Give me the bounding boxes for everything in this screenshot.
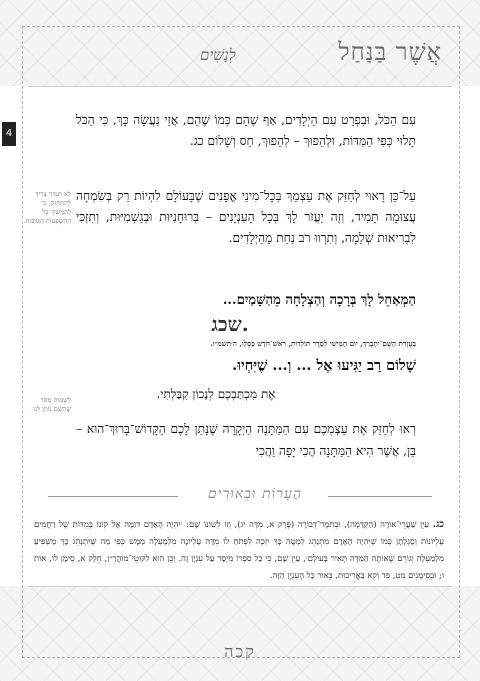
blessing-line: הַמְאַחֵל לָךְ בְּרָכָה וְהַצְלָחָה מֵהַשָּׁמַיִם... [222,293,416,308]
body-paragraph-2: עַל־כֵּן רָאוּי לְחַזֵּק אֶת עַצְמֵךְ בְּכָל־מִינֵי אֳפָנִים שֶׁבָּעוֹלָם לִהְיוֹת רַק בְּשִׂמְחָה עֲצוּמָה תָּמִיד, וְזֶה יַעֲזֹר לָךְ בְּכָל הָעִנְיָנִים – בְּרוּחָנִיּוּת וּבְגַשְׁמִיּוּת, וְתִזְכִּי לִבְרִיאוּת שְׁלֵמָה, וְתִרְווּ רֹב נַחַת מֵהַיְלָדִים. [76,189,416,245]
letter-dateline: בְּעֶזְרַת הַשֵּׁם־יִתְבָּרַךְ, יוֹם חֲמִישִׁי לְסֵדֶר תּוֹלְדוֹת, רֹאשׁ־חֹדֶשׁ כִּסְלֵו, ה׳תשמ״ו. [210,339,416,348]
margin-note-2: לְשַׁמּוֹת מְאֹד שֶׁהָשֵׁם נוֹתֵן לָנוּ. [31,396,71,413]
running-head-book-title: אֲשֶׁר בַּנַּחַל [338,38,442,66]
letter-paragraph: רְאוּ לְחַזֵּק אֶת עַצְמְכֶם עִם הַמַּתָּנָה הַיְקָרָה שֶׁנָּתַן לָכֶם הַקָּדוֹשׁ־בָּרוּךְ־הוּא – בֵּן, אֲשֶׁר הִיא הַמַּתָּנָה הֲכִי יָפָה וַהֲכִי [76,422,416,458]
footnote-number: כג. [432,519,444,530]
body-paragraph-1: עִם הַכֹּל, וּבִפְרָט עִם הַיְלָדִים, אַף שֶׁהֵם כְּמוֹ שֶׁהֵם, אֲזַי נַעֲשָׂה כָּךְ, כִּי הַכֹּל תָּלוּי כְּפִי הַמִּדּוֹת, וּלְהֵפוּךְ – לְהֵפוּךְ, חַס וְשָׁלוֹם כג. [76,113,416,148]
notes-heading: הֶעָרוֹת וּבֵאוּרִים [207,486,303,502]
header-divider [28,86,452,87]
notes-rule-right [328,496,432,497]
footer-divider [28,586,452,587]
notes-rule-left [48,496,178,497]
page-number: קכה [224,642,256,661]
page-tab-marker: 4 [2,122,16,146]
letter-number-heading: שכג. [211,312,249,336]
margin-note-1: לֹא תִּמִּיד צָרִיךְ לְהִתְחַזֵּק, כִּי לְהַמְשִׁיךְ כָּל הַהַשְׁפָּעוֹת הַטּוֹבוֹת. [23,190,71,225]
letter-greeting: שָׁלוֹם רַב יַגִּיעוּ אֶל ... וְ... שֶׁיִּחְיוּ. [232,357,416,374]
footnote-text: עַיֵּן שַׁעֲרֵי־אוֹרָה (הַקְדָּמָה), וּבְתֹמֶר־דְּבוֹרָה (פֶּרֶק א, מִדָּה יג), וְזוֹ לְשׁוֹנוֹ שָׁם: ׳יִהְיֶה הָאָדָם דּוֹמֶה אֶל קוֹנוֹ בְּמִדּוֹת שֶׁל רַחֲמִים עֶלְיוֹנוֹת וְסֻגְלָתָן כְּמוֹ שֶׁיִּהְיֶה הָאָדָם מִתְנַהֵג לְמַטָּה כָּךְ יִזְכֶּה לִפְתֹּחַ לוֹ מִדָּה עֶלְיוֹנָה מִלְמַעְלָה מַמָּשׁ כְּפִי מַה שֶּׁיִּתְנַהֵג כָּךְ מַשְׁפִּיעַ מִלְמַעְלָה וְגוֹרֵם שֶׁאוֹתָהּ הַמִּדָּה תָּאִיר בָּעוֹלָם׳, עַיֵּן שָׁם, כִּי כָּל סִפְרוֹ מְיֻסָּד עַל עִנְיָן זֶה. וְכֵן הוּא לִקּוּטֵי־מוֹהֲרַ״ן, חֵלֶק א, סִימָן לו, אוֹת ו; וּבְסִימָנִים מט, פד וְקא בַּאֲרִיכוּת, בֵּאוּר כָּל הָעִנְיָן הַזֶּה. [34,519,444,580]
footnote-block [34,516,444,584]
running-head-section: לְנָשִׁים [200,46,236,64]
notes-heading-bar [28,484,452,508]
letter-acknowledgement: אֶת מִכְתַּבְכֶם לְנָכוֹן קִבַּלְתִּי. [156,387,276,401]
